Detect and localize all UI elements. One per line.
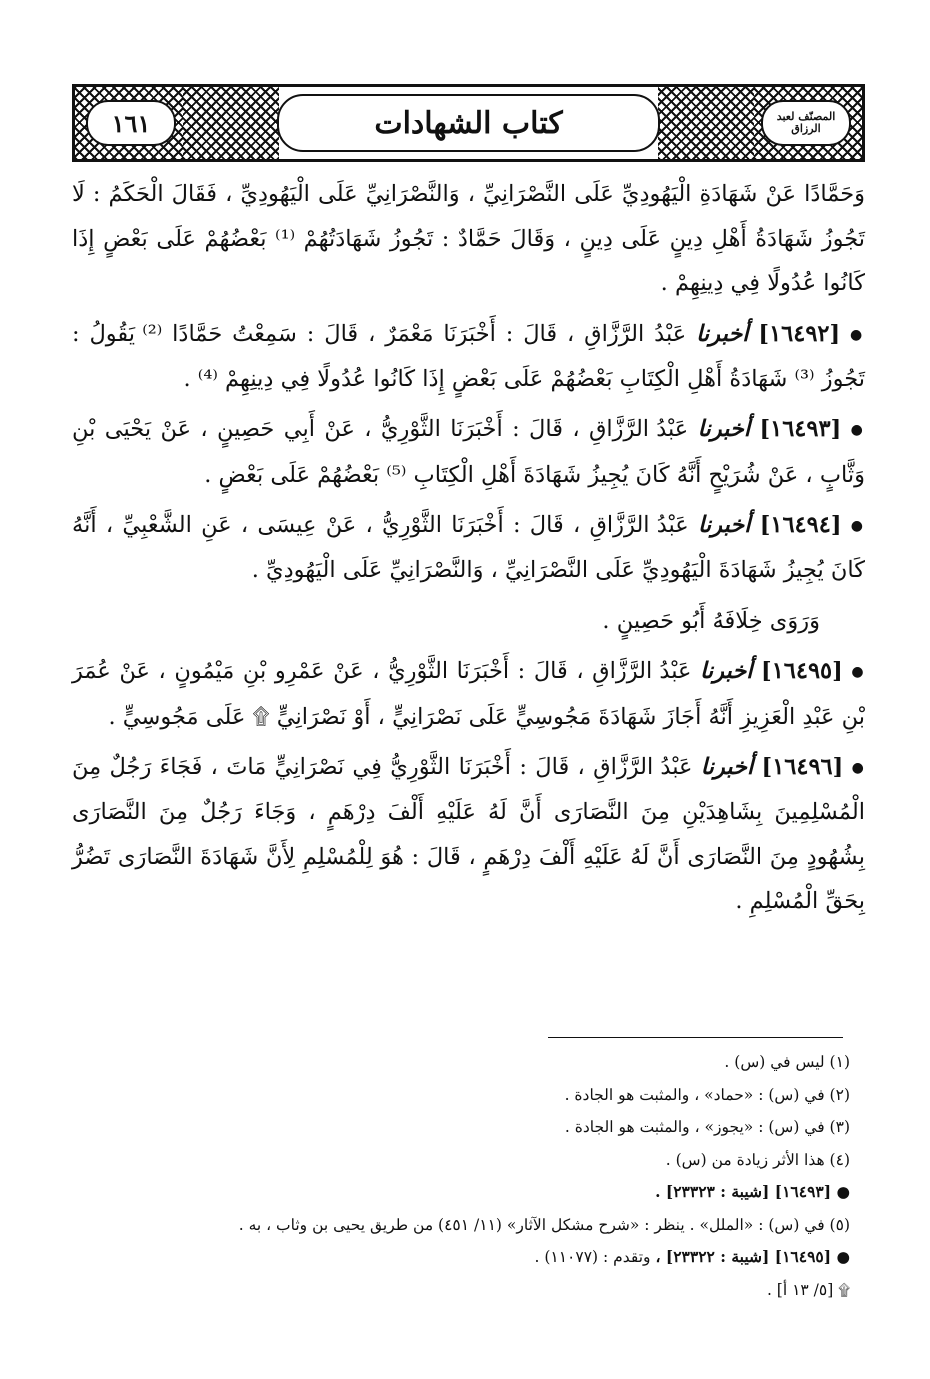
hadith-text: عَبْدُ الرَّزَّاقِ ، قَالَ : أَخْبَرَنَا الثَّوْرِيُّ ، عَنْ عَمْرِو بْنِ مَيْمُونٍ ، عَنْ عُمَرَ بْنِ عَبْدِ الْعَزِيزِ أَنَّهُ أَجَازَ شَهَادَةَ مَجُوسِيٍّ عَلَى نَصْرَانِيٍّ ، أَوْ نَصْرَانِيٍّ ۩ عَلَى مَجُوسِيٍّ . [72, 658, 865, 730]
narration-word: أخبرنا [696, 320, 749, 347]
footnote-bold: ● [١٦٤٩٣] [شيبة : ٢٣٣٢٣] . [655, 1182, 850, 1201]
bullet-icon: ● [850, 422, 866, 438]
hadith-entry [72, 407, 865, 497]
footnote-bold: ● [١٦٤٩٥] [شيبة : ٢٣٣٢٢] ، [655, 1247, 850, 1266]
footnote-text: (٥) في (س) : «الملل» . ينظر : «شرح مشكل الآثار» (١١/ ٤٥١) من طريق يحيى بن وثاب ، به . [238, 1215, 850, 1234]
hadith-entry [72, 503, 865, 593]
bullet-icon: ● [850, 326, 865, 343]
bullet-icon: ● [851, 759, 866, 776]
footnote [72, 1209, 850, 1242]
footnote [72, 1144, 850, 1177]
page-header [72, 84, 865, 162]
footnote-text: (٤) هذا الأثر زيادة من (س) . [665, 1150, 850, 1169]
bullet-icon: ● [851, 664, 865, 680]
paragraph-text: وَرَوَى خِلَافَهُ أَبُو حَصِينٍ . [602, 607, 820, 634]
footnote-divider [548, 1037, 843, 1038]
narration-word: أخبرنا [697, 416, 751, 443]
book-logo: المصنّف لعبد الرزاق [761, 100, 851, 146]
hadith-text: عَبْدُ الرَّزَّاقِ ، قَالَ : أَخْبَرَنَا الثَّوْرِيُّ فِي نَصْرَانِيٍّ مَاتَ ، فَجَاءَ رَجُلٌ مِنَ الْمُسْلِمِينَ بِشَاهِدَيْنِ مِنَ النَّصَارَى أَنَّ لَهُ عَلَيْهِ أَلْفَ دِرْهَمٍ ، وَجَاءَ رَجُلٌ مِنَ النَّصَارَى بِشُهُودٍ مِنَ النَّصَارَى أَنَّ لَهُ عَلَيْهِ أَلْفَ دِرْهَمٍ ، قَالَ : هُوَ لِلْمُسْلِمِ لِأَنَّ شَهَادَةَ النَّصَارَى تَضُرُّ بِحَقِّ الْمُسْلِمِ . [72, 754, 865, 915]
paragraph [72, 599, 865, 644]
hadith-number: [١٦٤٩٥] [761, 658, 843, 685]
bullet-icon: ● [850, 517, 866, 534]
footnote-text: (٢) في (س) : «حماد» ، والمثبت هو الجادة . [564, 1085, 850, 1104]
footnote [72, 1079, 850, 1112]
ornament-mid-left [183, 87, 279, 159]
hadith-entry [72, 649, 865, 739]
hadith-text: عَبْدُ الرَّزَّاقِ ، قَالَ : أَخْبَرَنَا مَعْمَرٌ ، قَالَ : سَمِعْتُ حَمَّادًا ⁽²⁾ يَقُولُ : تَجُوزُ ⁽³⁾ شَهَادَةُ أَهْلِ الْكِتَابِ بَعْضُهُمْ عَلَى بَعْضٍ إِذَا كَانُوا عُدُولًا فِي دِينِهِمْ ⁽⁴⁾ . [72, 320, 865, 392]
hadith-text: عَبْدُ الرَّزَّاقِ ، قَالَ : أَخْبَرَنَا الثَّوْرِيُّ ، عَنْ أَبِي حَصِينٍ ، عَنْ يَحْيَى بْنِ وَثَّابٍ ، عَنْ شُرَيْحٍ أَنَّهُ كَانَ يُجِيزُ شَهَادَةَ أَهْلِ الْكِتَابِ ⁽⁵⁾ بَعْضُهُمْ عَلَى بَعْضٍ . [72, 416, 865, 488]
chapter-title: كتاب الشهادات [277, 94, 660, 152]
page-number: ١٦١ [86, 100, 176, 146]
hadith-text: عَبْدُ الرَّزَّاقِ ، قَالَ : أَخْبَرَنَا الثَّوْرِيُّ ، عَنْ عِيسَى ، عَنِ الشَّعْبِيِّ ، أَنَّهُ كَانَ يُجِيزُ شَهَادَةَ الْيَهُودِيِّ عَلَى النَّصْرَانِيِّ ، وَالنَّصْرَانِيِّ عَلَى الْيَهُودِيِّ . [72, 512, 865, 584]
footnote-text: (١) ليس في (س) . [724, 1053, 850, 1071]
hadith-number: [١٦٤٩٣] [759, 416, 842, 443]
paragraph [72, 172, 865, 306]
hadith-number: [١٦٤٩٦] [761, 754, 844, 780]
hadith-number: [١٦٤٩٢] [758, 320, 841, 347]
footnote [72, 1046, 850, 1079]
narration-word: أخبرنا [700, 754, 754, 780]
hadith-number: [١٦٤٩٤] [759, 512, 842, 538]
footnote [72, 1111, 850, 1144]
hadith-entry [72, 745, 865, 924]
footnote-text: وتقدم : (١١٠٧٧) . [534, 1248, 656, 1266]
footnote-text: ۩ [٥/ ١٣ أ] . [766, 1280, 850, 1299]
footnote [72, 1176, 850, 1209]
footnote-text: (٣) في (س) : «يجوز» ، والمثبت هو الجادة . [564, 1118, 850, 1136]
narration-word: أخبرنا [697, 512, 751, 538]
ornament-mid-right [658, 87, 754, 159]
footnote [72, 1241, 850, 1274]
footnote [72, 1274, 850, 1307]
paragraph-text: وَحَمَّادًا عَنْ شَهَادَةِ الْيَهُودِيِّ عَلَى النَّصْرَانِيِّ ، وَالنَّصْرَانِيِّ عَلَى الْيَهُودِيِّ ، فَقَالَ الْحَكَمُ : لَا تَجُوزُ شَهَادَةُ أَهْلِ دِينٍ عَلَى دِينٍ ، وَقَالَ حَمَّادٌ : تَجُوزُ شَهَادَتُهُمْ ⁽¹⁾ بَعْضُهُمْ عَلَى بَعْضٍ إِذَا كَانُوا عُدُولًا فِي دِينِهِمْ . [72, 181, 865, 296]
footnotes [72, 1046, 850, 1306]
narration-word: أخبرنا [700, 658, 753, 685]
main-text [72, 172, 865, 930]
hadith-entry [72, 312, 865, 402]
